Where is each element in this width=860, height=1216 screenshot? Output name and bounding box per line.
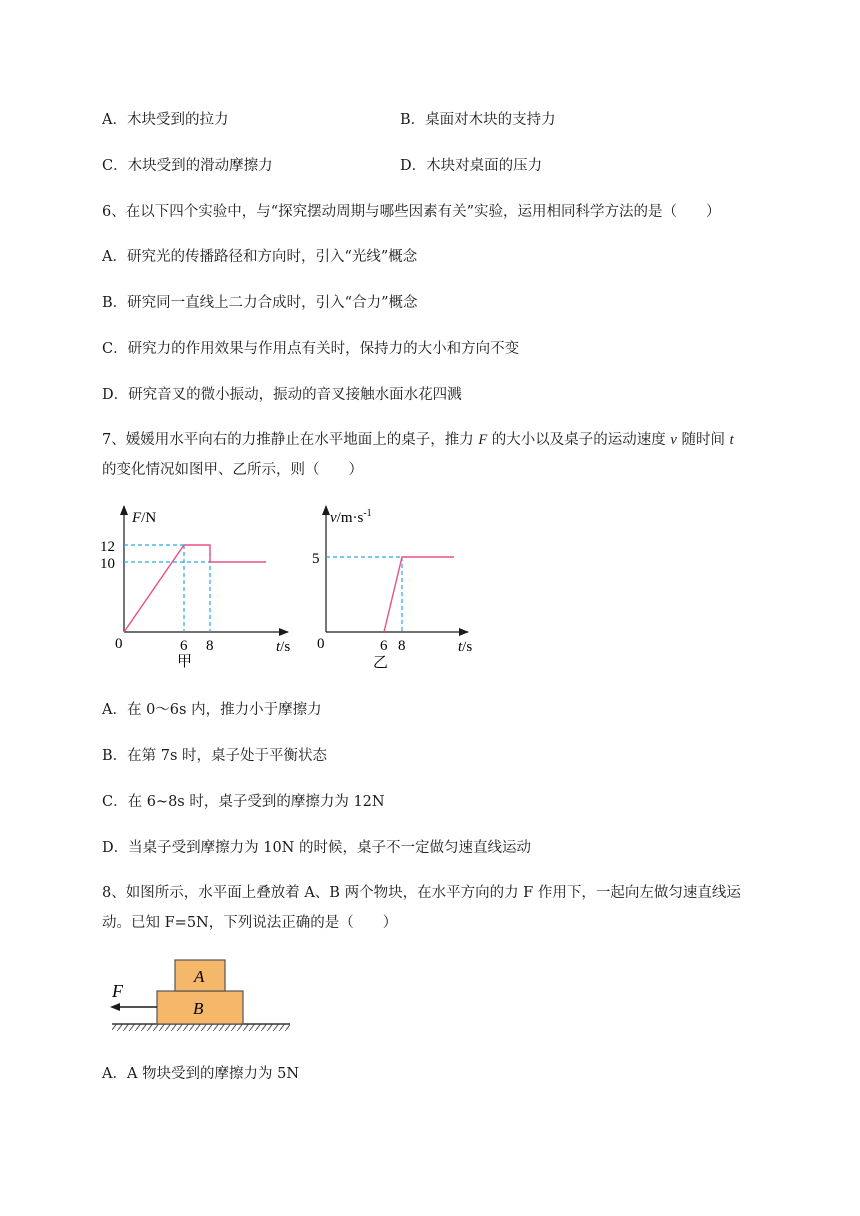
q5-option-c: C．木块受到的滑动摩擦力 (102, 158, 273, 174)
q7-stem-text-c: 随时间 (676, 432, 730, 448)
jia-xlabel-unit: /s (280, 639, 291, 655)
q7-stem-symbol-f: F (478, 432, 488, 448)
block-a-label: A (194, 967, 205, 986)
yi-xlabel-unit: /s (462, 639, 473, 655)
force-label: F (112, 981, 123, 1001)
jia-ylabel (131, 510, 156, 526)
q7-figure-jia (100, 500, 300, 675)
q7-option-d: D．当桌子受到摩擦力为 10N 的时候，桌子不一定做匀速直线运动 (102, 840, 531, 856)
q7-stem-symbol-v: v (670, 432, 677, 448)
jia-ylabel-f: F (132, 510, 142, 526)
jia-ytick-10: 10 (100, 556, 115, 572)
q7-figure-yi (300, 500, 490, 675)
q7-stem-line2: 的变化情况如图甲、乙所示，则（ ） (102, 462, 363, 478)
jia-xlabel-t: t (276, 639, 281, 655)
q7-stem-symbol-t: t (729, 432, 734, 448)
jia-ytick-12: 12 (100, 539, 115, 555)
yi-velocity-line (384, 557, 454, 632)
jia-ylabel-unit: /N (141, 510, 157, 526)
yi-xlabel (458, 639, 472, 655)
yi-origin: 0 (317, 636, 325, 652)
q6-stem: 6、在以下四个实验中，与“探究摆动周期与哪些因素有关”实验，运用相同科学方法的是（ ） (102, 204, 721, 220)
q5-option-d: D．木块对桌面的压力 (400, 158, 543, 174)
q6-option-a: A．研究光的传播路径和方向时，引入“光线”概念 (102, 249, 418, 265)
block-b-label: B (193, 999, 204, 1018)
q7-option-a: A．在 0～6s 内，推力小于摩擦力 (102, 702, 322, 718)
yi-xtick-6: 6 (380, 638, 388, 654)
q7-stem-line1 (102, 428, 734, 449)
ground-hatch (112, 1024, 290, 1031)
yi-ylabel-unit: /m·s (336, 510, 364, 526)
jia-xtick-8: 8 (206, 638, 214, 654)
force-arrow-head (110, 1003, 120, 1011)
q6-option-c: C．研究力的作用效果与作用点有关时，保持力的大小和方向不变 (102, 341, 520, 357)
q8-stem-line1: 8、如图所示，水平面上叠放着 A、B 两个物块，在水平方向的力 F 作用下，一起向左做匀速直线运 (102, 885, 741, 901)
q8-figure-blocks (100, 950, 300, 1035)
jia-origin: 0 (115, 636, 123, 652)
q8-option-a: A．A 物块受到的摩擦力为 5N (102, 1066, 300, 1082)
yi-ylabel-v: v (330, 510, 337, 526)
q5-option-a: A．木块受到的拉力 (102, 112, 229, 128)
jia-force-line (124, 545, 266, 632)
q7-option-b: B．在第 7s 时，桌子处于平衡状态 (102, 748, 328, 764)
jia-xlabel (276, 639, 290, 655)
q7-stem-text-b: 的大小以及桌子的运动速度 (487, 432, 671, 448)
jia-caption: 甲 (177, 654, 193, 670)
q7-stem-text-a: 7、媛媛用水平向右的力推静止在水平地面上的桌子，推力 (102, 432, 479, 448)
yi-ylabel (330, 508, 372, 526)
yi-caption: 乙 (373, 655, 389, 671)
q7-option-c: C．在 6~8s 时，桌子受到的摩擦力为 12N (102, 794, 385, 810)
q6-option-b: B．研究同一直线上二力合成时，引入“合力”概念 (102, 295, 418, 311)
q8-stem-line2: 动。已知 F=5N，下列说法正确的是（ ） (102, 915, 398, 931)
jia-xtick-6: 6 (180, 638, 188, 654)
yi-xtick-8: 8 (398, 638, 406, 654)
yi-ytick-5: 5 (312, 551, 320, 567)
q5-option-b: B．桌面对木块的支持力 (400, 112, 556, 128)
q6-option-d: D．研究音叉的微小振动，振动的音叉接触水面水花四溅 (102, 387, 462, 403)
yi-ylabel-exp: -1 (363, 508, 372, 519)
yi-xlabel-t: t (458, 639, 463, 655)
